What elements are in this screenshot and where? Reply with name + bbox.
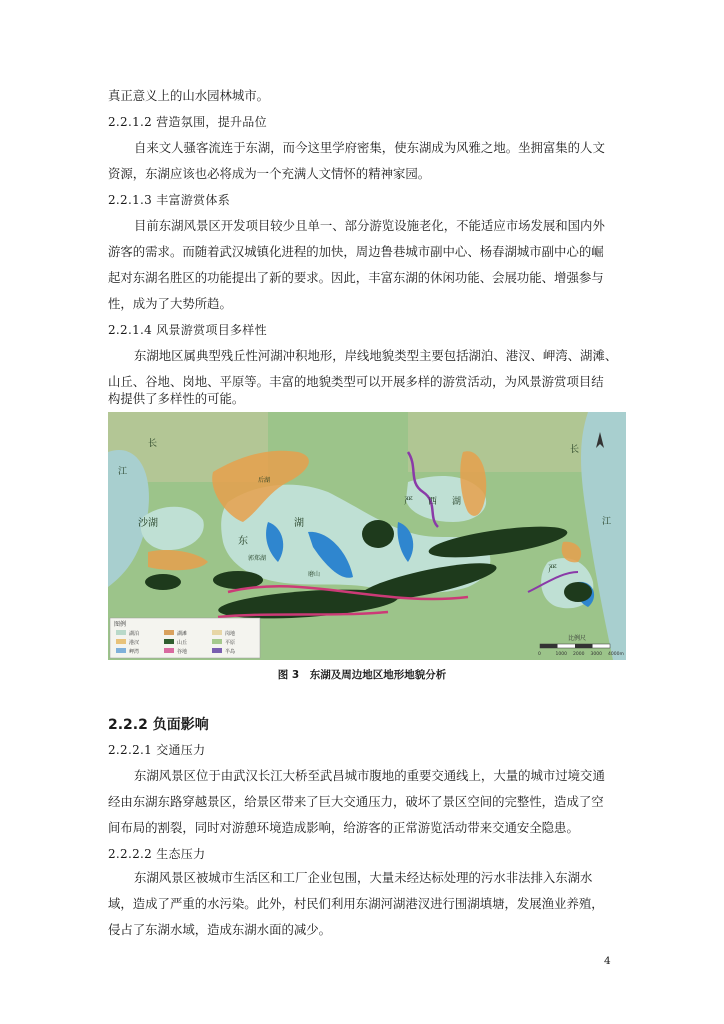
- legend-swatch: [212, 648, 222, 653]
- paragraph-line: 东湖风景区被城市生活区和工厂企业包围，大量未经达标处理的污水非法排入东湖水: [134, 870, 593, 885]
- legend-label: 湖滩: [177, 631, 188, 637]
- scale-label: 比例尺: [568, 635, 587, 642]
- legend-swatch: [212, 630, 222, 635]
- map-label: 东: [238, 536, 248, 547]
- legend-swatch: [164, 630, 174, 635]
- legend-label: 港汊: [129, 640, 140, 646]
- scale-tick-label: 3000: [590, 652, 602, 657]
- legend-label: 湖泊: [129, 631, 140, 637]
- map-label: 江: [118, 467, 128, 477]
- hill: [564, 582, 592, 602]
- paragraph-line: 域，造成了严重的水污染。此外，村民们利用东湖河湖港汊进行围湖填塘，发展渔业养殖，: [108, 896, 604, 911]
- paragraph-line: 资源，东湖应该也必将成为一个充满人文情怀的精神家园。: [108, 166, 431, 181]
- legend-label: 谷地: [177, 649, 188, 655]
- map-label: 磨山: [308, 571, 321, 578]
- legend-title: 图例: [114, 621, 127, 628]
- paragraph-line: 东湖风景区位于由武汉长江大桥至武昌城市腹地的重要交通线上，大量的城市过境交通: [134, 768, 605, 783]
- legend-label: 岗地: [225, 631, 236, 637]
- legend-swatch: [164, 639, 174, 644]
- scale-tick-label: 4000m: [608, 652, 624, 657]
- paragraph-line: 经由东湖东路穿越景区，给景区带来了巨大交通压力，破坏了景区空间的完整性，造成了空: [108, 794, 604, 809]
- paragraph-line: 构提供了多样性的可能。: [108, 391, 245, 406]
- section-heading: 2.2.1.3 丰富游赏体系: [108, 193, 230, 207]
- scale-tick-label: 1000: [555, 652, 567, 657]
- section-heading: 2.2.1.2 营造氛围，提升品位: [108, 115, 267, 129]
- paragraph-line: 东湖地区属典型残丘性河湖冲积地形，岸线地貌类型主要包括湖泊、港汊、岬湾、湖滩、: [134, 348, 618, 363]
- paragraph-line: 起对东湖名胜区的功能提出了新的要求。因此，丰富东湖的休闲功能、会展功能、增强参与: [108, 270, 604, 285]
- paragraph-line: 目前东湖风景区开发项目较少且单一、部分游览设施老化，不能适应市场发展和国内外: [134, 218, 605, 233]
- paragraph-line: 山丘、谷地、岗地、平原等。丰富的地貌类型可以开展多样的游赏活动，为风景游赏项目结: [108, 374, 604, 389]
- terrain-map: [108, 412, 626, 660]
- scale-tick-label: 0: [538, 652, 541, 657]
- scale-bar-segment: [575, 644, 593, 648]
- legend-swatch: [116, 630, 126, 635]
- map-label: 湖: [452, 497, 462, 507]
- map-label: 郭郑湖: [248, 555, 267, 562]
- paragraph-line: 游客的需求。而随着武汉城镇化进程的加快，周边鲁巷城市副中心、杨春湖城市副中心的崛: [108, 244, 604, 259]
- map-label: 长: [570, 445, 580, 455]
- paragraph-line: 真正意义上的山水园林城市。: [108, 88, 270, 103]
- map-label: 西: [428, 497, 438, 507]
- map-label: 严: [404, 497, 414, 507]
- scale-tick-label: 2000: [573, 652, 585, 657]
- paragraph-line: 间布局的割裂，同时对游憩环境造成影响，给游客的正常游览活动带来交通安全隐患。: [108, 820, 579, 835]
- legend-label: 岬湾: [129, 649, 140, 655]
- terrain-map-figure: [108, 412, 626, 660]
- map-label: 长: [148, 439, 158, 449]
- map-label: 湖: [294, 518, 304, 529]
- section-heading: 2.2.2.1 交通压力: [108, 743, 206, 757]
- section-heading: 2.2.1.4 风景游赏项目多样性: [108, 323, 267, 337]
- paragraph-line: 自来文人骚客流连于东湖，而今这里学府密集，使东湖成为风雅之地。坐拥富集的人文: [134, 140, 605, 155]
- paragraph-line: 侵占了东湖水域，造成东湖水面的减少。: [108, 922, 332, 937]
- section-title: 2.2.2 负面影响: [108, 717, 209, 733]
- section-heading: 2.2.2.2 生态压力: [108, 847, 206, 861]
- page-number: 4: [604, 955, 611, 967]
- scale-bar-segment: [540, 644, 558, 648]
- map-label: 后湖: [258, 477, 271, 484]
- paragraph-line: 性，成为了大势所趋。: [108, 296, 232, 311]
- map-label: 沙湖: [138, 518, 158, 529]
- legend-swatch: [116, 648, 126, 653]
- legend-label: 平原: [225, 640, 236, 646]
- legend-swatch: [212, 639, 222, 644]
- hill: [362, 520, 394, 548]
- legend-label: 山丘: [177, 640, 188, 646]
- figure-caption: 图 3 东湖及周边地区地形地貌分析: [277, 669, 447, 681]
- map-label: 严: [548, 565, 558, 575]
- hill: [145, 574, 181, 590]
- legend-label: 半岛: [225, 649, 236, 655]
- legend-swatch: [164, 648, 174, 653]
- map-label: 江: [602, 517, 612, 527]
- legend-swatch: [116, 639, 126, 644]
